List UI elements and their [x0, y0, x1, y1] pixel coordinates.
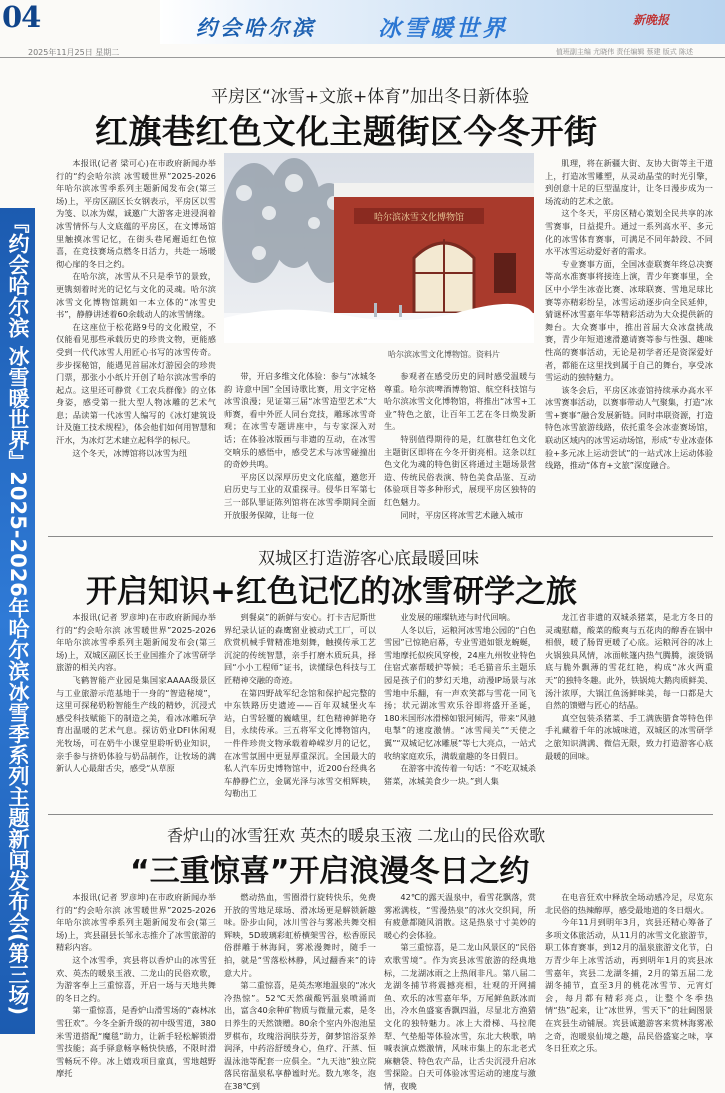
banner-text-a: 约会哈尔滨 — [196, 15, 316, 40]
article3-column-4 — [545, 891, 713, 1059]
article1-col1-p4: 这个冬天，冰博馆将以冰雪为纽 — [72, 447, 188, 458]
article1-col1-p2: 在哈尔滨，冰雪从不只是季节的景致，更镌刻着时光的记忆与文化的灵魂。哈尔滨冰雪文化博物馆跳如一本立体的“冰雪史书”，静静讲述着60余载动人的冰雪情缘。 — [56, 271, 216, 320]
article1-col3-p1: 参观者在感受历史的同时感受温暖与尊重。哈尔滨啤酒博物馆、航空科技馆与哈尔滨冰雪文化博物馆，将推出“冰雪+工业”特色之旅，让百年工艺在冬日焕发新生。 — [384, 371, 536, 432]
article1-col4-p4: 该冬会后，平房区冰壶馆持续承办高水平冰雪赛事活动，以赛事带动人气聚集，打造“冰雪+赛事”融合发展新链。同时串联资源，打造特色冰雪旅游线路，依托重冬会冰壶赛场馆，联动区域内的冰雪运动场馆，形成“专业冰壶体验+多元冰上运动尝试”的一站式冰上运动体验线路，推动“体育+文旅”深度融合。 — [545, 384, 713, 471]
article2-headline: 开启知识+红色记忆的冰雪研学之旅 — [86, 574, 577, 610]
article2-col2-p1: 到餐桌”的新鲜与安心。打卡吉尼斯世界纪录认证的森鹰窗业被动式工厂，可以欣赏机械手臂精准地刻舞，触摸传承工艺沉淀的传统智慧，亲手打磨木质玩具，择回“小小工程师”证书，读懂绿色科技与工匠精神交融的奇迹。 — [224, 612, 376, 685]
photo-caption: 哈尔滨冰雪文化博物馆。资料片 — [388, 350, 500, 359]
article3-col1-p2: 这个冰雪季，宾县将以香炉山的冰雪狂欢、英杰的暖泉玉液、二龙山的民俗欢歌，为游客奉上三重惊喜，开启一场与天地共舞的冬日之约。 — [56, 954, 216, 1003]
article3-headline: “三重惊喜”开启浪漫冬日之约 — [130, 854, 530, 889]
article2-col4-p1: 龙江省非遗的双城杀猪菜，是北方冬日的灵魂慰藉，酸菜的酸爽与五花肉的醇香在锅中相偎，暖了肠胃更暖了心底。运粮河谷的冰上火锅独具风情，冰面帐篷内热气腾腾，滚烫锅底与脆外飘薄的雪花红艳，构成“冰火两重天”的独特冬趣。此外，铁锅炖大鹅肉质鲜美、汤汁浓厚，大锅江鱼汤鲜味美，每一口都是大自然的馈赠与匠心的结晶。 — [545, 612, 713, 711]
article1-column-4 — [545, 157, 713, 530]
editor-credits: 值班副主编 尤晓伟 责任编辑 蔡建 版式 陈述 — [555, 48, 693, 56]
article2-col3-p1: 业发展的璀璨轨迹与时代回响。 — [400, 612, 516, 622]
article2-kicker: 双城区打造游客心底最暖回味 — [258, 549, 479, 569]
article3-col1-p3: 第一重惊喜，是香炉山滑雪场的“森林冰雪狂欢”。今冬全新升级的初中级雪道，380米雪道搭配“魔毯”助力，让新手轻松解锁滑雪技能；高手驿意畅享畅快快感，不限时滑雪畅玩不停。冰上嬉戏项目童真，雪地越野摩托 — [56, 1005, 216, 1079]
article1-column-3 — [384, 370, 536, 530]
museum-photo — [224, 153, 534, 343]
article-divider-1 — [48, 536, 713, 537]
article1-col1-p3: 在这座位于松花路9号的文化殿堂，不仅能看见那些承载历史的珍贵文物，更能感受到一代代冰雪人用匠心书写的冰雪传奇。步步探秘馆，能遇见首届冰灯游园会的珍贵门票，那张小小纸片开创了哈尔滨冰雪季的起点。这里还可静赏《工农兵群像》的立体身姿，感受第一批大型人物冰雕的艺术气息；品读第一代冰雪人编写的《冰灯建筑设计及施工技术规程》，体会他们如何用智慧和汗水，为冰灯艺术建立起科学的标尺。 — [56, 321, 216, 446]
article3-col2-p2: 第二重惊喜，是英杰寒地温泉的“冰火冷热惊”。52℃天然碳酸钙温泉喷涌而出，富含40余种矿物质与微量元素，是冬日养生的天然馈赠。80余个室内外泡池星罗棋布，玫瑰浴润肤芬芳，御梦馆浴泵养润泽，中药浴舒缓身心，鱼疗、汗蒸、恒温泳池等配套一应俱全。“九天池”独立院落民宿温泉私享静谧时光。数九寒冬，泡在38℃到 — [224, 980, 376, 1091]
svg-text:哈尔滨冰雪文化博物馆: 哈尔滨冰雪文化博物馆 — [373, 213, 465, 223]
article3-kicker: 香炉山的冰雪狂欢 英杰的暖泉玉液 二龙山的民俗欢歌 — [167, 826, 546, 845]
article1-col2-p1: 带，开启多维文化体验：参与“冰城冬韵 诗意中国”全国诗歌比赛，用文字定格冰雪浪漫；见证第三届“冰雪造型艺术”大师赛，看中外匠人同台竞技，雕琢冰雪奇观；在冰雪专题讲座中，与专家深入对话；在体验冰版画与非遗的互动，在冰雪交响乐的感悟中，感受艺术与冰雪碰撞出的奇妙共鸣。 — [224, 371, 376, 470]
article1-col2-p2: 平房区以深厚历史文化底蕴，邀您开启历史与工业的双重探寻。侵华日军第七三一部队罪证陈列馆将在冰雪季期间全面开放服务保障，让每一位 — [224, 471, 376, 520]
issue-date: 2025年11月25日 星期二 — [28, 48, 120, 57]
article1-headline: 红旗巷红色文化主题街区今冬开街 — [95, 112, 598, 151]
article2-col4-p2: 真空包装杀猪菜、手工满族腊食等特色伴手礼藏着千年的冰城味道，双城区的冰雪研学之旅知识满满、微信无限，致力打造游客心底最暖的回味。 — [545, 712, 713, 761]
article-divider-2 — [48, 814, 713, 815]
article3-col3-p2: 第三重惊喜，是二龙山风景区的“民俗欢歌雪境”。作为宾县冰雪旅游的经典地标，二龙湖冰雨之上热闹非凡。第八届二龙湖冬捕节将震撼亮相，壮观的开网捕鱼、欢乐的冰雪嘉年华，万尾鲜鱼跃冰而出，冷水鱼盛宴香飘四溢，尽显北方渔猎文化的独特魅力。冰上大滑梯、马拉爬犁、气垫船等体验冰雪，东北大秧歌，呐喊表演点燃激情，风味市集上的东北老式麻糖袋、特色农产品，让舌尖沉浸升启冰雪探险。白天可体验冰雪运动的速度与激情，夜晚 — [384, 942, 536, 1091]
article2-col3-p2: 人冬以后，运粮河冰雪地公园的“白色雪园”已惊艳启幕，专业雪道如银龙蜿蜒，雪地摩托似疾风穿梭，24座九州牧业特色住宿式寨帮暖护等候；毛毛猫音乐主题乐园是孩子们的梦幻天地，动漫IP场景与冰雪地中乐翻，有一声欢笑都与雪花一同飞扬；状元湖冰雪欢乐谷即将盛开圣诞，180米国形冰滑梯如银河倾泻，带来“风驰电掣”的速度激情。“冰雪闯关”“天使之翼”“双城记忆冰雕展”等七大亮点，一站式收纳家庭欢乐，满载童趣的冬日假日。 — [384, 624, 536, 761]
article3-col4-p1: 在电音狂欢中释放全场动感冷足，尽览东北民俗的热辣醇厚，感受最地道的冬日烟火。 — [545, 892, 713, 915]
article1-col3-p2: 特别值得期待的是，红旗巷红色文化主题街区即将在今冬开街亮相。这条以红色文化为魂的特色街区将通过主题场景营造、传统民俗表演、特色美食品鉴、互动体验项目等多种形式，展现平房区独特的红色魅力。 — [384, 433, 536, 507]
article2-col3-p3: 在游客中流传着一句话：“不吃双城杀猪菜，冰城美食少一块。”到人集 — [384, 763, 536, 786]
article3-col3-p1: 42℃的露天温泉中，看雪花飘落，赏雾凇满枝，“雪漫热泉”的冰火交织间，所有疲惫都随风消散。这是热泉寸寸美妙的暖心约会体验。 — [384, 892, 536, 940]
vertical-series-title: 『约会哈尔滨 冰雪暖世界』2025-2026年哈尔滨冰雪季系列主题新闻发布会(第三场) — [6, 212, 30, 1016]
article1-column-1 — [56, 157, 216, 527]
article2-col1-p2: 飞鹤智能产业园是集国家AAAA级景区与工业旅游示范基地于一身的“智造秘境”，这里可探秘奶粉智能生产线的精妙，沉浸式感受科技赋能下的制造之美，看冰冰雕玩孕育出温暖的艺术气息。探访奶业DFI休闲观光牧场，可在奶牛小课堂里聆听奶业知识，亲手参与挤奶体验与奶品制作，让牧场的满新认人心最甜舌尖，感受“从草原 — [56, 674, 216, 774]
article1-col1-p1: 本报讯(记者 梁可心)在市政府新闻办举行的“约会哈尔滨 冰雪暖世界”2025-2026年哈尔滨冰雪季系列主题新闻发布会(第三场)上，平房区副区长女钢表示，平房区以雪为笺、以冰为媒，诚邀广大游客走进浸润着冰雪情怀与人文底蕴的平房区，在文博场馆里触摸冰雪记忆，在街头巷尾邂逅红色惊喜，在竞技赛场点燃冬日活力，共赴一场暖彻心扉的冬日之约。 — [56, 158, 216, 269]
article1-col4-p1: 肌理，将在新疆大街、友协大街等主干道上，打造冰雪雕塑，从灵动晶莹的时光引擎，到创意十足的巨型温度计，让冬日漫步成为一场流动的艺术之旅。 — [545, 158, 713, 206]
article1-column-2 — [224, 370, 376, 530]
article3-col1-p1: 本报讯(记者 罗彦坤)在市政府新闻办举行的“约会哈尔滨 冰雪暖世界”2025-2026年哈尔滨冰雪季系列主题新闻发布会(第三场)上，宾县副县长邹永志推介了冰雪旅游的精彩内容。 — [56, 892, 216, 953]
article1-col4-p2: 这个冬天，平房区精心策划全民共享的冰雪赛事，日益提升。通过一系列高水平、多元化的冰雪体育赛事，可满足不同年龄段、不同水平冰雪运动爱好者的需求。 — [545, 208, 713, 257]
article2-col1-p1: 本报讯(记者 罗彦坤)在市政府新闻办举行的“约会哈尔滨 冰雪暖世界”2025-2026年哈尔滨冰雪季系列主题新闻发布会(第三场)上，双城区副区长王业国推介了冰雪研学旅游的相关内容。 — [56, 612, 216, 673]
header-divider — [0, 57, 725, 58]
article3-column-1 — [56, 891, 216, 1079]
article3-column-3 — [384, 891, 536, 1091]
article2-column-3 — [384, 611, 536, 807]
page-number: 04 — [2, 0, 41, 34]
article1-col3-p3: 同时，平房区将冰雪艺术融入城市 — [400, 509, 524, 520]
article1-col4-p3: 专业赛事方面，全国冰壶联赛年终总决赛等高水准赛事将接连上演，青少年赛事里，全区中小学生冰壶比赛、冰球联赛、雪地足球比赛等亦精彩纷呈，冰雪运动逐步向全民延伸，猜谜杯冰雪嘉年华等精彩活动为大众提供新的舞台。大众赛事中，推出首届大众冰盘挑战赛，青少年短道速滑邀请赛等参与性强、趣味性高的赛事活动，无论是初学者还是资深爱好者，都能在这里找到属于自己的舞台，享受冰雪运动的独特魅力。 — [545, 258, 713, 383]
article2-column-2 — [224, 611, 376, 807]
article2-col2-p2: 在第四野战军纪念馆和保护起完整的中东铁路历史遗迹——百年双城堡火车站，白雪轻覆的巍峨里，红色精神鲜艳夺目，永续传承。三五将军文化博物馆内，一件件珍贵文物承载着峥嵘岁月的记忆，在冰雪氛围中更显厚重深沉。全国最大的私人汽车历史博物馆中，近200台经典名车静静伫立，金属光泽与冰雪交相辉映，勾勒出工 — [224, 687, 376, 799]
article2-column-1 — [56, 611, 216, 807]
article3-col4-p2: 今年11月到明年3月，宾县还精心筹备了多项文体旅活动，从11月的冰雪文化旅游节，职工体育赛事，到12月的温泉旅游文化节，白万青少年上冰雪活动，再到明年1月的宾县冰雪嘉年，宾县二龙湖冬捕，2月的第五届二龙湖冬捕节，直至3月的桃花冰雪节、元宵灯会，每月都有精彩亮点，让整个冬季热情“热”起来，让“冰世界，雪天下”的壮阔图景在宾县生动铺展。宾县诚邀游客来赏林海雾凇之奇，泡暖泉仙境之趣，品民俗盛宴之味，享冬日狂欢之乐。 — [545, 917, 713, 1054]
article2-column-4 — [545, 611, 713, 807]
newspaper-logo: 新晚报 — [633, 13, 670, 27]
article1-kicker: 平房区“冰雪+文旅+体育”加出冬日新体验 — [211, 87, 530, 107]
article3-col2-p1: 燃动热血，雪圈滑行旋转快乐，免费开放的雪地足球场、滑冰场更是解锁新趣味。卧步山间，冰川雪谷与雾凇共舞交相辉映，5D玻璃彩虹桥横架雪谷，松香原民俗群雕于林海间，雾凇漫舞时，随手一拍，就是“雪落松林静，风过翻香来”的诗意大片。 — [224, 892, 376, 978]
banner-text-b: 冰雪暖世界 — [378, 15, 508, 42]
article3-column-2 — [224, 891, 376, 1091]
